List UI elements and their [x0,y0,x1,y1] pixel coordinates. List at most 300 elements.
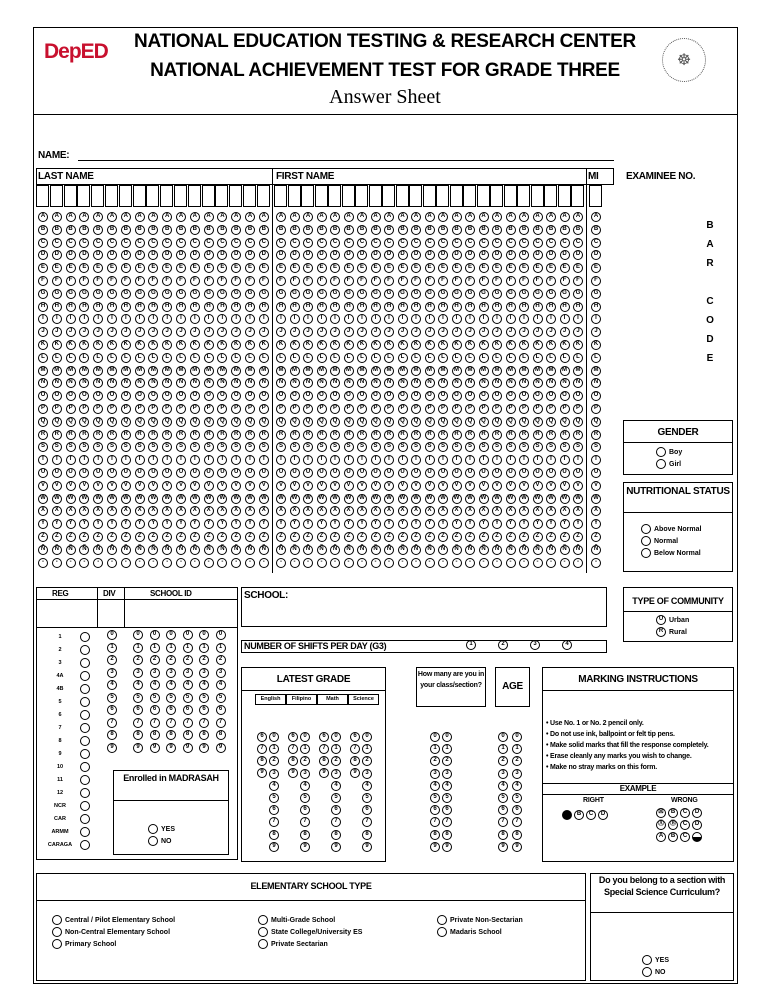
name-letter-bubble[interactable]: M [357,366,367,376]
id-digit-bubble[interactable]: 7 [133,718,143,728]
name-letter-bubble[interactable]: C [384,238,394,248]
name-letter-bubble[interactable]: O [533,391,543,401]
name-letter-bubble[interactable]: Ñ [121,545,131,555]
name-letter-bubble[interactable]: S [121,442,131,452]
name-letter-bubble[interactable]: R [384,430,394,440]
name-letter-bubble[interactable]: K [384,340,394,350]
name-letter-bubble[interactable]: I [546,314,556,324]
name-letter-bubble[interactable]: Q [162,417,172,427]
name-letter-bubble[interactable]: H [79,302,89,312]
name-letter-bubble[interactable]: Y [217,519,227,529]
name-letter-bubble[interactable]: Y [231,519,241,529]
region-row[interactable] [40,669,90,682]
region-bubble[interactable] [80,775,90,785]
name-letter-bubble[interactable]: J [107,327,117,337]
name-letter-bubble[interactable]: G [560,289,570,299]
id-digit-bubble[interactable]: 1 [199,643,209,653]
name-letter-bubble[interactable]: E [52,263,62,273]
name-letter-bubble[interactable]: E [317,263,327,273]
nutrition-below[interactable]: Below Normal [641,547,701,559]
name-letter-bubble[interactable]: U [344,468,354,478]
id-digit-bubble[interactable]: 8 [107,730,117,740]
name-letter-bubble[interactable]: U [204,468,214,478]
name-letter-bubble[interactable]: B [492,225,502,235]
age-bubble[interactable]: 5 [498,793,508,803]
name-letter-bubble[interactable]: Y [384,519,394,529]
name-letter-bubble[interactable]: S [245,442,255,452]
id-digit-bubble[interactable]: 3 [150,668,160,678]
name-letter-bubble[interactable]: G [465,289,475,299]
nutrition-above[interactable]: Above Normal [641,523,701,535]
name-letter-bubble[interactable]: U [245,468,255,478]
name-letter-bubble[interactable]: A [425,212,435,222]
name-letter-bubble[interactable]: G [190,289,200,299]
age-bubble[interactable]: 6 [512,805,522,815]
name-letter-bubble[interactable]: Ñ [546,545,556,555]
name-letter-bubble[interactable]: T [452,455,462,465]
name-letter-bubble[interactable]: E [290,263,300,273]
id-digit-bubble[interactable]: 2 [133,655,143,665]
name-letter-bubble[interactable]: T [176,455,186,465]
name-letter-bubble[interactable]: W [135,494,145,504]
name-letter-bubble[interactable]: B [452,225,462,235]
name-letter-bubble[interactable]: J [519,327,529,337]
name-letter-bubble[interactable]: Q [317,417,327,427]
name-letter-bubble[interactable]: L [546,353,556,363]
class-size-bubble[interactable]: 2 [430,756,440,766]
name-letter-bubble[interactable]: - [546,558,556,568]
name-letter-box[interactable] [77,185,90,207]
name-letter-bubble[interactable]: T [425,455,435,465]
name-letter-bubble[interactable]: J [190,327,200,337]
name-letter-bubble[interactable]: - [519,558,529,568]
name-letter-bubble[interactable]: B [276,225,286,235]
grade-bubble[interactable]: 0 [331,732,341,742]
name-letter-bubble[interactable]: H [425,302,435,312]
name-letter-bubble[interactable]: B [519,225,529,235]
class-size-bubble[interactable]: 4 [430,781,440,791]
name-letter-bubble[interactable]: S [93,442,103,452]
name-letter-bubble[interactable]: P [357,404,367,414]
name-letter-bubble[interactable]: V [162,481,172,491]
id-digit-bubble[interactable]: 5 [183,693,193,703]
name-letter-bubble[interactable]: F [533,276,543,286]
name-letter-bubble[interactable]: I [398,314,408,324]
name-letter-bubble[interactable]: M [135,366,145,376]
name-letter-bubble[interactable]: R [573,430,583,440]
name-letter-bubble[interactable]: A [121,212,131,222]
grade-bubble[interactable]: 1 [300,744,310,754]
name-letter-bubble[interactable]: Ñ [52,545,62,555]
name-letter-bubble[interactable]: Ñ [371,545,381,555]
name-letter-bubble[interactable]: P [411,404,421,414]
name-letter-bubble[interactable]: O [79,391,89,401]
name-letter-bubble[interactable]: U [330,468,340,478]
name-letter-bubble[interactable]: X [492,506,502,516]
region-row[interactable] [40,838,90,851]
name-letter-bubble[interactable]: W [425,494,435,504]
name-letter-box[interactable] [91,185,104,207]
name-letter-bubble[interactable]: G [217,289,227,299]
name-letter-bubble[interactable]: Z [492,532,502,542]
grade-bubble[interactable]: 5 [300,793,310,803]
name-letter-bubble[interactable]: H [492,302,502,312]
name-letter-bubble[interactable]: T [438,455,448,465]
name-letter-box[interactable] [50,185,63,207]
name-letter-bubble[interactable]: O [121,391,131,401]
name-letter-bubble[interactable]: S [66,442,76,452]
region-row[interactable] [40,773,90,786]
name-letter-bubble[interactable]: N [465,378,475,388]
name-letter-bubble[interactable]: I [231,314,241,324]
name-letter-bubble[interactable]: L [533,353,543,363]
name-letter-bubble[interactable]: - [506,558,516,568]
age-bubble[interactable]: 0 [498,732,508,742]
name-letter-bubble[interactable]: Z [190,532,200,542]
region-row[interactable] [40,760,90,773]
name-letter-bubble[interactable]: T [38,455,48,465]
name-letter-bubble[interactable]: K [38,340,48,350]
name-letter-bubble[interactable]: O [38,391,48,401]
name-letter-bubble[interactable]: K [560,340,570,350]
name-letter-bubble[interactable]: Q [384,417,394,427]
name-letter-bubble[interactable]: Z [52,532,62,542]
id-digit-bubble[interactable]: 2 [199,655,209,665]
name-letter-bubble[interactable]: T [66,455,76,465]
grade-bubble[interactable]: 2 [269,756,279,766]
name-letter-bubble[interactable]: R [560,430,570,440]
name-letter-bubble[interactable]: J [66,327,76,337]
id-digit-bubble[interactable]: 0 [150,630,160,640]
name-letter-bubble[interactable]: L [176,353,186,363]
name-letter-bubble[interactable]: O [148,391,158,401]
name-letter-bubble[interactable]: H [465,302,475,312]
id-digit-bubble[interactable]: 2 [150,655,160,665]
name-letter-bubble[interactable]: H [259,302,269,312]
name-letter-box[interactable] [105,185,118,207]
name-letter-bubble[interactable]: Ñ [452,545,462,555]
name-letter-bubble[interactable]: Q [66,417,76,427]
name-letter-bubble[interactable]: - [371,558,381,568]
name-letter-bubble[interactable]: S [303,442,313,452]
name-letter-bubble[interactable]: O [52,391,62,401]
name-letter-bubble[interactable]: F [38,276,48,286]
name-letter-bubble[interactable]: N [231,378,241,388]
name-letter-bubble[interactable]: N [290,378,300,388]
name-letter-bubble[interactable]: S [438,442,448,452]
name-letter-bubble[interactable]: Z [573,532,583,542]
name-letter-bubble[interactable]: - [384,558,394,568]
name-letter-bubble[interactable]: X [162,506,172,516]
class-size-bubble[interactable]: 6 [430,805,440,815]
name-letter-bubble[interactable]: X [560,506,570,516]
name-letter-box[interactable] [328,185,341,207]
name-letter-bubble[interactable]: A [357,212,367,222]
name-letter-bubble[interactable]: R [148,430,158,440]
name-letter-bubble[interactable]: Z [357,532,367,542]
region-row[interactable] [40,786,90,799]
name-letter-bubble[interactable]: G [303,289,313,299]
id-digit-bubble[interactable]: 9 [107,743,117,753]
name-letter-bubble[interactable]: W [176,494,186,504]
name-letter-bubble[interactable]: D [519,250,529,260]
name-letter-bubble[interactable]: S [135,442,145,452]
id-digit-bubble[interactable]: 0 [216,630,226,640]
name-letter-bubble[interactable]: S [52,442,62,452]
name-letter-box[interactable] [436,185,449,207]
name-letter-bubble[interactable]: I [204,314,214,324]
name-letter-bubble[interactable]: X [371,506,381,516]
age-bubble[interactable]: 8 [512,830,522,840]
name-letter-bubble[interactable]: N [79,378,89,388]
name-letter-bubble[interactable]: R [204,430,214,440]
name-letter-bubble[interactable]: K [330,340,340,350]
name-letter-bubble[interactable]: G [107,289,117,299]
id-digit-bubble[interactable]: 3 [133,668,143,678]
name-letter-bubble[interactable]: Z [107,532,117,542]
id-digit-bubble[interactable]: 9 [133,743,143,753]
region-row[interactable] [40,656,90,669]
name-letter-bubble[interactable]: D [290,250,300,260]
shift-bubble[interactable]: 3 [530,640,540,650]
name-letter-bubble[interactable]: R [330,430,340,440]
region-bubble[interactable] [80,632,90,642]
grade-bubble[interactable]: 8 [362,830,372,840]
class-size-bubble[interactable]: 6 [442,805,452,815]
name-letter-bubble[interactable]: D [190,250,200,260]
name-letter-bubble[interactable]: V [217,481,227,491]
name-letter-bubble[interactable]: T [546,455,556,465]
name-letter-bubble[interactable]: G [533,289,543,299]
name-letter-bubble[interactable]: P [204,404,214,414]
name-letter-bubble[interactable]: U [162,468,172,478]
name-letter-bubble[interactable]: P [533,404,543,414]
name-letter-bubble[interactable]: K [245,340,255,350]
name-letter-bubble[interactable]: B [330,225,340,235]
name-letter-bubble[interactable]: B [573,225,583,235]
name-letter-bubble[interactable]: T [411,455,421,465]
name-letter-bubble[interactable]: P [245,404,255,414]
name-letter-bubble[interactable]: S [546,442,556,452]
id-digit-bubble[interactable]: 7 [166,718,176,728]
name-letter-bubble[interactable]: T [479,455,489,465]
name-letter-box[interactable] [531,185,544,207]
name-letter-bubble[interactable]: A [52,212,62,222]
name-letter-bubble[interactable]: H [357,302,367,312]
name-letter-bubble[interactable]: G [398,289,408,299]
name-letter-bubble[interactable]: K [93,340,103,350]
name-letter-bubble[interactable]: J [411,327,421,337]
name-letter-bubble[interactable]: D [231,250,241,260]
name-letter-bubble[interactable]: N [357,378,367,388]
name-letter-bubble[interactable]: Q [344,417,354,427]
name-letter-bubble[interactable]: N [107,378,117,388]
name-letter-bubble[interactable]: I [438,314,448,324]
name-letter-bubble[interactable]: K [533,340,543,350]
name-letter-bubble[interactable]: I [162,314,172,324]
id-digit-bubble[interactable]: 6 [107,705,117,715]
name-letter-bubble[interactable]: E [344,263,354,273]
name-letter-bubble[interactable]: J [52,327,62,337]
grade-bubble[interactable]: 8 [300,830,310,840]
name-letter-bubble[interactable]: B [384,225,394,235]
name-letter-bubble[interactable]: - [330,558,340,568]
name-letter-bubble[interactable]: G [371,289,381,299]
name-letter-bubble[interactable]: W [546,494,556,504]
name-letter-bubble[interactable]: O [190,391,200,401]
name-letter-bubble[interactable]: B [357,225,367,235]
name-letter-box[interactable] [589,185,602,207]
region-bubble[interactable] [80,762,90,772]
name-letter-bubble[interactable]: I [452,314,462,324]
name-letter-bubble[interactable]: Q [52,417,62,427]
name-letter-bubble[interactable]: O [66,391,76,401]
name-letter-bubble[interactable]: M [519,366,529,376]
name-letter-box[interactable] [544,185,557,207]
name-letter-bubble[interactable]: R [135,430,145,440]
name-letter-bubble[interactable]: G [317,289,327,299]
name-letter-bubble[interactable]: G [357,289,367,299]
name-letter-bubble[interactable]: P [176,404,186,414]
name-letter-bubble[interactable]: K [506,340,516,350]
name-letter-bubble[interactable]: U [560,468,570,478]
name-letter-bubble[interactable]: U [506,468,516,478]
name-letter-bubble[interactable]: E [533,263,543,273]
name-letter-bubble[interactable]: F [231,276,241,286]
name-letter-bubble[interactable]: Ñ [330,545,340,555]
name-letter-bubble[interactable]: C [231,238,241,248]
name-letter-bubble[interactable]: G [425,289,435,299]
name-letter-bubble[interactable]: V [357,481,367,491]
id-digit-bubble[interactable]: 8 [150,730,160,740]
name-letter-bubble[interactable]: K [231,340,241,350]
name-letter-box[interactable] [64,185,77,207]
name-letter-bubble[interactable]: P [384,404,394,414]
name-letter-bubble[interactable]: M [93,366,103,376]
name-letter-bubble[interactable]: F [479,276,489,286]
name-letter-bubble[interactable]: M [425,366,435,376]
name-letter-bubble[interactable]: A [135,212,145,222]
school-type-col2[interactable] [258,914,362,950]
name-letter-bubble[interactable]: Ñ [148,545,158,555]
name-letter-bubble[interactable]: Q [38,417,48,427]
name-letter-bubble[interactable]: F [303,276,313,286]
name-letter-box[interactable] [558,185,571,207]
name-letter-bubble[interactable]: T [506,455,516,465]
name-letter-bubble[interactable]: R [465,430,475,440]
name-letter-bubble[interactable]: O [492,391,502,401]
name-letter-bubble[interactable]: N [573,378,583,388]
name-letter-bubble[interactable]: X [317,506,327,516]
name-letter-bubble[interactable]: X [330,506,340,516]
name-letter-bubble[interactable]: C [519,238,529,248]
name-letter-bubble[interactable]: R [492,430,502,440]
name-letter-bubble[interactable]: G [384,289,394,299]
name-letter-bubble[interactable]: F [290,276,300,286]
name-letter-bubble[interactable]: L [438,353,448,363]
name-letter-bubble[interactable]: R [93,430,103,440]
name-letter-bubble[interactable]: X [148,506,158,516]
name-letter-bubble[interactable]: N [519,378,529,388]
name-letter-bubble[interactable]: M [591,366,601,376]
name-letter-bubble[interactable]: V [303,481,313,491]
name-letter-bubble[interactable]: E [93,263,103,273]
id-digit-bubble[interactable]: 0 [107,630,117,640]
name-letter-bubble[interactable]: P [506,404,516,414]
grade-bubble[interactable]: 4 [300,781,310,791]
name-letter-bubble[interactable]: Q [560,417,570,427]
name-letter-bubble[interactable]: Y [135,519,145,529]
age-bubble[interactable]: 3 [498,769,508,779]
name-letter-bubble[interactable]: A [371,212,381,222]
name-letter-bubble[interactable]: B [176,225,186,235]
name-letter-bubble[interactable]: I [506,314,516,324]
name-letter-bubble[interactable]: Y [276,519,286,529]
name-letter-bubble[interactable]: F [217,276,227,286]
name-letter-bubble[interactable]: G [52,289,62,299]
region-row[interactable] [40,799,90,812]
name-letter-bubble[interactable]: S [425,442,435,452]
name-letter-bubble[interactable]: G [79,289,89,299]
name-letter-box[interactable] [243,185,256,207]
name-letter-bubble[interactable]: M [107,366,117,376]
grade-bubble[interactable]: 6 [288,732,298,742]
name-bubble-grid[interactable] [36,185,614,573]
name-letter-bubble[interactable]: X [231,506,241,516]
name-letter-bubble[interactable]: Y [506,519,516,529]
name-letter-bubble[interactable]: V [573,481,583,491]
name-letter-bubble[interactable]: H [411,302,421,312]
name-letter-bubble[interactable]: M [560,366,570,376]
name-letter-box[interactable] [463,185,476,207]
name-letter-bubble[interactable]: Ñ [344,545,354,555]
name-letter-bubble[interactable]: M [465,366,475,376]
name-letter-bubble[interactable]: O [384,391,394,401]
name-letter-bubble[interactable]: K [519,340,529,350]
name-letter-bubble[interactable]: P [121,404,131,414]
name-letter-bubble[interactable]: A [330,212,340,222]
name-letter-bubble[interactable]: F [371,276,381,286]
gender-girl[interactable]: Girl [656,458,682,470]
name-letter-bubble[interactable]: Y [38,519,48,529]
name-letter-bubble[interactable]: R [190,430,200,440]
name-letter-bubble[interactable]: - [452,558,462,568]
name-letter-bubble[interactable]: C [190,238,200,248]
name-letter-bubble[interactable]: L [591,353,601,363]
region-bubbles[interactable] [40,630,90,851]
name-letter-bubble[interactable]: P [148,404,158,414]
name-letter-bubble[interactable]: U [465,468,475,478]
name-letter-bubble[interactable]: D [506,250,516,260]
name-letter-box[interactable] [490,185,503,207]
name-letter-box[interactable] [517,185,530,207]
name-letter-bubble[interactable]: E [465,263,475,273]
name-letter-bubble[interactable]: A [591,212,601,222]
name-letter-bubble[interactable]: W [79,494,89,504]
name-letter-bubble[interactable]: - [217,558,227,568]
name-letter-bubble[interactable]: Ñ [245,545,255,555]
name-letter-box[interactable] [315,185,328,207]
grade-bubble[interactable]: 1 [269,744,279,754]
name-letter-bubble[interactable]: L [411,353,421,363]
name-letter-bubble[interactable]: A [479,212,489,222]
name-letter-bubble[interactable]: E [506,263,516,273]
grade-bubble[interactable]: 9 [350,768,360,778]
name-letter-bubble[interactable]: N [425,378,435,388]
gender-options[interactable] [656,446,682,470]
name-letter-bubble[interactable]: F [573,276,583,286]
name-letter-bubble[interactable]: V [425,481,435,491]
